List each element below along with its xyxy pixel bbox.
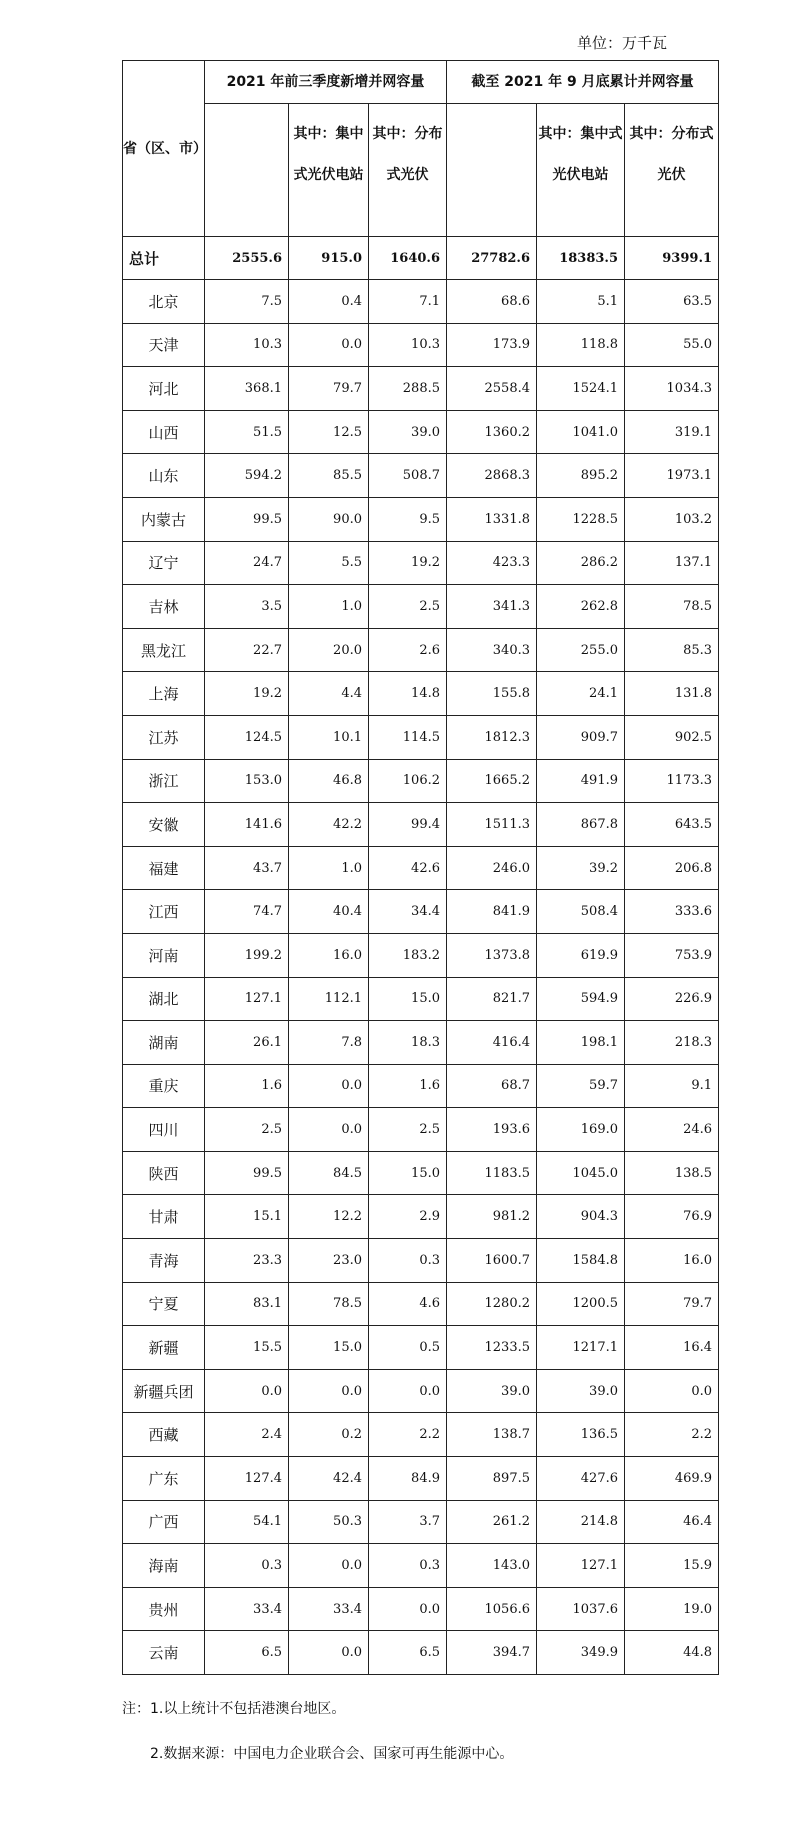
value-cell: 0.0 [369,1587,447,1631]
value-cell: 2.9 [369,1195,447,1239]
value-cell: 1280.2 [447,1282,537,1326]
value-cell: 0.3 [205,1544,289,1588]
value-cell: 206.8 [625,846,719,890]
value-cell: 3.7 [369,1500,447,1544]
value-cell: 226.9 [625,977,719,1021]
value-cell: 1056.6 [447,1587,537,1631]
table-row [123,585,719,629]
value-cell: 143.0 [447,1544,537,1588]
value-cell: 51.5 [205,410,289,454]
value-cell: 10.3 [205,323,289,367]
value-cell: 0.3 [369,1544,447,1588]
value-cell: 218.3 [625,1021,719,1065]
table-row [123,1064,719,1108]
value-cell: 895.2 [537,454,625,498]
value-cell: 18.3 [369,1021,447,1065]
value-cell: 84.9 [369,1457,447,1501]
table-row [123,1500,719,1544]
value-cell: 491.9 [537,759,625,803]
value-cell: 0.0 [289,1108,369,1152]
value-cell: 368.1 [205,367,289,411]
value-cell: 423.3 [447,541,537,585]
total-row [123,237,719,280]
value-cell: 286.2 [537,541,625,585]
value-cell: 78.5 [289,1282,369,1326]
province-cell: 云南 [123,1631,205,1675]
table-row [123,1239,719,1283]
value-cell: 0.0 [289,323,369,367]
value-cell: 10.1 [289,715,369,759]
value-cell: 416.4 [447,1021,537,1065]
value-cell: 42.4 [289,1457,369,1501]
value-cell: 1228.5 [537,497,625,541]
value-cell: 1045.0 [537,1151,625,1195]
value-cell: 7.1 [369,280,447,324]
province-cell: 四川 [123,1108,205,1152]
value-cell: 643.5 [625,803,719,847]
value-cell: 106.2 [369,759,447,803]
value-cell: 83.1 [205,1282,289,1326]
value-cell: 2.5 [369,585,447,629]
value-cell: 169.0 [537,1108,625,1152]
value-cell: 2555.6 [205,237,289,280]
value-cell: 1373.8 [447,933,537,977]
value-cell: 619.9 [537,933,625,977]
value-cell: 246.0 [447,846,537,890]
value-cell: 74.7 [205,890,289,934]
unit-label: 单位：万千瓦 [577,34,668,52]
value-cell: 24.1 [537,672,625,716]
header-cumulative-capacity: 截至 2021 年 9 月底累计并网容量 [447,61,719,104]
province-cell: 吉林 [123,585,205,629]
table-row [123,1587,719,1631]
value-cell: 15.9 [625,1544,719,1588]
value-cell: 112.1 [289,977,369,1021]
province-cell: 天津 [123,323,205,367]
value-cell: 2.2 [625,1413,719,1457]
value-cell: 340.3 [447,628,537,672]
value-cell: 6.5 [369,1631,447,1675]
value-cell: 68.6 [447,280,537,324]
value-cell: 1584.8 [537,1239,625,1283]
value-cell: 42.2 [289,803,369,847]
value-cell: 136.5 [537,1413,625,1457]
value-cell: 173.9 [447,323,537,367]
table-row [123,1021,719,1065]
value-cell: 20.0 [289,628,369,672]
table-row [123,1282,719,1326]
value-cell: 40.4 [289,890,369,934]
value-cell: 7.8 [289,1021,369,1065]
table-row [123,890,719,934]
value-cell: 39.0 [369,410,447,454]
value-cell: 18383.5 [537,237,625,280]
value-cell: 909.7 [537,715,625,759]
value-cell: 63.5 [625,280,719,324]
value-cell: 19.0 [625,1587,719,1631]
province-cell: 上海 [123,672,205,716]
value-cell: 23.0 [289,1239,369,1283]
value-cell: 79.7 [625,1282,719,1326]
table-row [123,323,719,367]
value-cell: 2558.4 [447,367,537,411]
value-cell: 103.2 [625,497,719,541]
table-row [123,1151,719,1195]
value-cell: 42.6 [369,846,447,890]
value-cell: 0.5 [369,1326,447,1370]
value-cell: 124.5 [205,715,289,759]
value-cell: 85.3 [625,628,719,672]
header-cum-total-blank [447,104,537,237]
value-cell: 15.0 [289,1326,369,1370]
province-cell: 河南 [123,933,205,977]
province-cell: 陕西 [123,1151,205,1195]
value-cell: 1233.5 [447,1326,537,1370]
value-cell: 1524.1 [537,367,625,411]
value-cell: 394.7 [447,1631,537,1675]
value-cell: 1973.1 [625,454,719,498]
value-cell: 68.7 [447,1064,537,1108]
value-cell: 138.7 [447,1413,537,1457]
value-cell: 14.8 [369,672,447,716]
table-row [123,933,719,977]
province-cell: 福建 [123,846,205,890]
value-cell: 753.9 [625,933,719,977]
province-cell: 江西 [123,890,205,934]
province-cell: 新疆兵团 [123,1369,205,1413]
value-cell: 262.8 [537,585,625,629]
value-cell: 427.6 [537,1457,625,1501]
province-cell: 总计 [123,237,205,280]
province-cell: 湖北 [123,977,205,1021]
value-cell: 1640.6 [369,237,447,280]
table-row [123,1369,719,1413]
province-cell: 青海 [123,1239,205,1283]
value-cell: 15.5 [205,1326,289,1370]
value-cell: 27782.6 [447,237,537,280]
province-cell: 江苏 [123,715,205,759]
value-cell: 897.5 [447,1457,537,1501]
value-cell: 50.3 [289,1500,369,1544]
note-2: 2.数据来源：中国电力企业联合会、国家可再生能源中心。 [150,1746,514,1762]
table-row [123,628,719,672]
value-cell: 24.7 [205,541,289,585]
table-row [123,410,719,454]
value-cell: 319.1 [625,410,719,454]
value-cell: 16.4 [625,1326,719,1370]
value-cell: 1041.0 [537,410,625,454]
province-cell: 宁夏 [123,1282,205,1326]
value-cell: 0.0 [369,1369,447,1413]
value-cell: 15.0 [369,1151,447,1195]
value-cell: 54.1 [205,1500,289,1544]
table-row [123,1195,719,1239]
value-cell: 23.3 [205,1239,289,1283]
value-cell: 0.0 [205,1369,289,1413]
value-cell: 46.8 [289,759,369,803]
value-cell: 1.0 [289,846,369,890]
province-cell: 广东 [123,1457,205,1501]
value-cell: 16.0 [625,1239,719,1283]
value-cell: 78.5 [625,585,719,629]
value-cell: 43.7 [205,846,289,890]
value-cell: 508.7 [369,454,447,498]
province-cell: 重庆 [123,1064,205,1108]
value-cell: 127.1 [205,977,289,1021]
value-cell: 84.5 [289,1151,369,1195]
value-cell: 55.0 [625,323,719,367]
value-cell: 1331.8 [447,497,537,541]
value-cell: 141.6 [205,803,289,847]
table-row [123,672,719,716]
value-cell: 9.1 [625,1064,719,1108]
value-cell: 127.1 [537,1544,625,1588]
value-cell: 867.8 [537,803,625,847]
value-cell: 5.1 [537,280,625,324]
value-cell: 1360.2 [447,410,537,454]
table-row [123,977,719,1021]
value-cell: 39.0 [447,1369,537,1413]
value-cell: 1.6 [205,1064,289,1108]
table-row [123,715,719,759]
value-cell: 341.3 [447,585,537,629]
value-cell: 1200.5 [537,1282,625,1326]
value-cell: 137.1 [625,541,719,585]
value-cell: 2.6 [369,628,447,672]
value-cell: 127.4 [205,1457,289,1501]
value-cell: 39.2 [537,846,625,890]
value-cell: 0.3 [369,1239,447,1283]
value-cell: 1812.3 [447,715,537,759]
province-cell: 河北 [123,367,205,411]
value-cell: 9.5 [369,497,447,541]
value-cell: 10.3 [369,323,447,367]
value-cell: 12.5 [289,410,369,454]
table-row [123,454,719,498]
value-cell: 114.5 [369,715,447,759]
value-cell: 1511.3 [447,803,537,847]
province-cell: 北京 [123,280,205,324]
value-cell: 1.6 [369,1064,447,1108]
value-cell: 0.0 [289,1544,369,1588]
table-row [123,1326,719,1370]
value-cell: 5.5 [289,541,369,585]
value-cell: 46.4 [625,1500,719,1544]
value-cell: 131.8 [625,672,719,716]
value-cell: 1034.3 [625,367,719,411]
table-row [123,497,719,541]
value-cell: 33.4 [205,1587,289,1631]
value-cell: 1173.3 [625,759,719,803]
value-cell: 2.4 [205,1413,289,1457]
table-body [123,237,719,1675]
value-cell: 4.4 [289,672,369,716]
value-cell: 508.4 [537,890,625,934]
value-cell: 2.5 [369,1108,447,1152]
header-cum-centralized: 其中：集中式光伏电站 [537,104,625,237]
province-cell: 辽宁 [123,541,205,585]
province-cell: 广西 [123,1500,205,1544]
value-cell: 594.2 [205,454,289,498]
table-row [123,367,719,411]
value-cell: 85.5 [289,454,369,498]
value-cell: 902.5 [625,715,719,759]
table-row [123,1413,719,1457]
pv-capacity-table [122,60,719,1675]
value-cell: 0.0 [625,1369,719,1413]
value-cell: 183.2 [369,933,447,977]
province-cell: 山西 [123,410,205,454]
value-cell: 4.6 [369,1282,447,1326]
value-cell: 1600.7 [447,1239,537,1283]
header-new-total-blank [205,104,289,237]
table-row [123,1457,719,1501]
province-cell: 贵州 [123,1587,205,1631]
value-cell: 1217.1 [537,1326,625,1370]
value-cell: 76.9 [625,1195,719,1239]
table-row [123,1544,719,1588]
value-cell: 9399.1 [625,237,719,280]
value-cell: 469.9 [625,1457,719,1501]
note-1: 注：1.以上统计不包括港澳台地区。 [122,1701,346,1717]
value-cell: 255.0 [537,628,625,672]
province-cell: 海南 [123,1544,205,1588]
value-cell: 261.2 [447,1500,537,1544]
table-row [123,1631,719,1675]
value-cell: 6.5 [205,1631,289,1675]
value-cell: 594.9 [537,977,625,1021]
header-cum-distributed: 其中：分布式光伏 [625,104,719,237]
value-cell: 1037.6 [537,1587,625,1631]
value-cell: 904.3 [537,1195,625,1239]
value-cell: 199.2 [205,933,289,977]
value-cell: 59.7 [537,1064,625,1108]
table-row [123,846,719,890]
value-cell: 19.2 [369,541,447,585]
province-cell: 山东 [123,454,205,498]
province-cell: 西藏 [123,1413,205,1457]
province-cell: 湖南 [123,1021,205,1065]
value-cell: 44.8 [625,1631,719,1675]
value-cell: 90.0 [289,497,369,541]
value-cell: 155.8 [447,672,537,716]
value-cell: 138.5 [625,1151,719,1195]
value-cell: 2.5 [205,1108,289,1152]
value-cell: 981.2 [447,1195,537,1239]
value-cell: 12.2 [289,1195,369,1239]
value-cell: 0.0 [289,1631,369,1675]
value-cell: 288.5 [369,367,447,411]
value-cell: 841.9 [447,890,537,934]
value-cell: 198.1 [537,1021,625,1065]
value-cell: 15.0 [369,977,447,1021]
value-cell: 16.0 [289,933,369,977]
value-cell: 1.0 [289,585,369,629]
value-cell: 0.4 [289,280,369,324]
value-cell: 2868.3 [447,454,537,498]
value-cell: 0.0 [289,1064,369,1108]
value-cell: 22.7 [205,628,289,672]
province-cell: 黑龙江 [123,628,205,672]
value-cell: 24.6 [625,1108,719,1152]
value-cell: 118.8 [537,323,625,367]
value-cell: 33.4 [289,1587,369,1631]
table-row [123,541,719,585]
province-cell: 甘肃 [123,1195,205,1239]
value-cell: 34.4 [369,890,447,934]
table-row [123,759,719,803]
header-new-capacity: 2021 年前三季度新增并网容量 [205,61,447,104]
value-cell: 99.5 [205,1151,289,1195]
value-cell: 821.7 [447,977,537,1021]
value-cell: 1183.5 [447,1151,537,1195]
value-cell: 79.7 [289,367,369,411]
value-cell: 39.0 [537,1369,625,1413]
value-cell: 349.9 [537,1631,625,1675]
value-cell: 193.6 [447,1108,537,1152]
province-cell: 新疆 [123,1326,205,1370]
value-cell: 153.0 [205,759,289,803]
value-cell: 0.0 [289,1369,369,1413]
value-cell: 1665.2 [447,759,537,803]
value-cell: 2.2 [369,1413,447,1457]
header-new-centralized: 其中：集中式光伏电站 [289,104,369,237]
province-cell: 内蒙古 [123,497,205,541]
header-province: 省（区、市） [123,61,205,237]
value-cell: 19.2 [205,672,289,716]
value-cell: 15.1 [205,1195,289,1239]
value-cell: 214.8 [537,1500,625,1544]
table-row [123,280,719,324]
province-cell: 浙江 [123,759,205,803]
value-cell: 0.2 [289,1413,369,1457]
value-cell: 915.0 [289,237,369,280]
province-cell: 安徽 [123,803,205,847]
value-cell: 99.5 [205,497,289,541]
value-cell: 99.4 [369,803,447,847]
table-row [123,803,719,847]
value-cell: 333.6 [625,890,719,934]
value-cell: 26.1 [205,1021,289,1065]
table-row [123,1108,719,1152]
value-cell: 7.5 [205,280,289,324]
header-new-distributed: 其中：分布式光伏 [369,104,447,237]
value-cell: 3.5 [205,585,289,629]
